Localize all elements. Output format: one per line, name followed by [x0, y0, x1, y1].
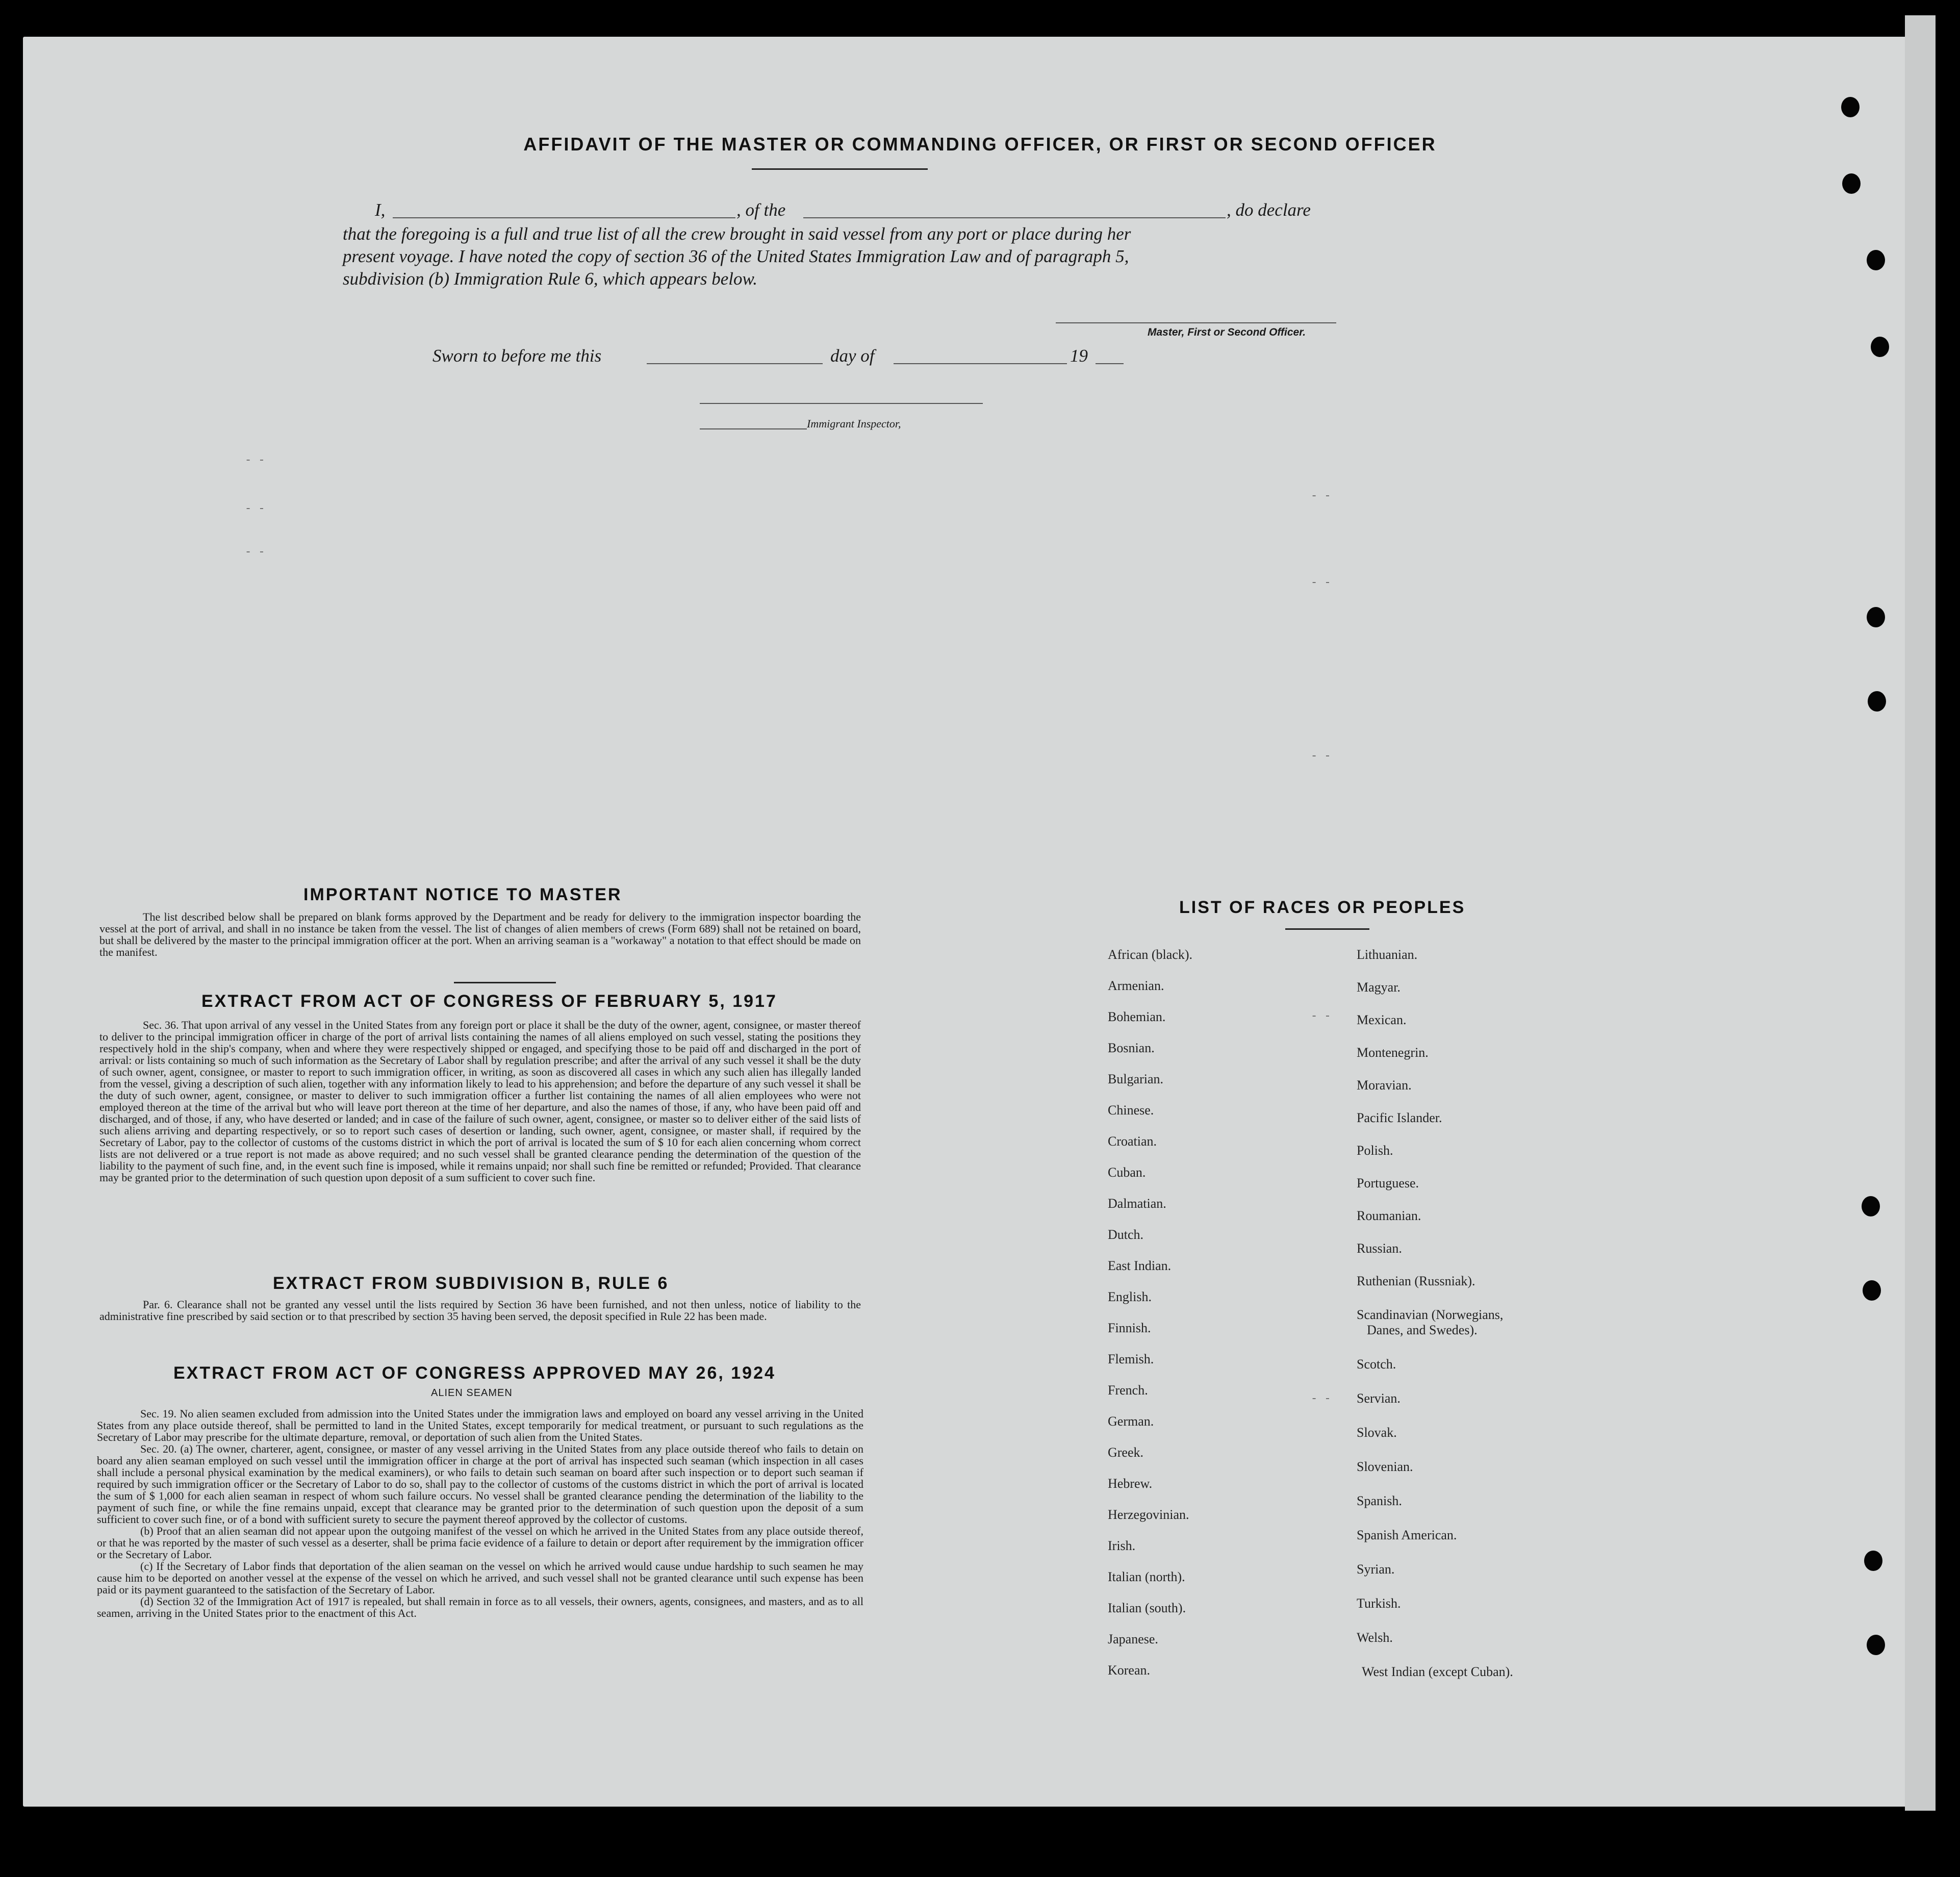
race-item: German. — [1108, 1414, 1154, 1429]
race-item: Spanish American. — [1357, 1528, 1457, 1542]
races-heading: LIST OF RACES OR PEOPLES — [1179, 898, 1466, 917]
race-item: Montenegrin. — [1357, 1045, 1429, 1060]
vessel-field-line — [803, 217, 1226, 218]
signature-line — [1056, 322, 1336, 323]
binder-hole — [1867, 1635, 1885, 1655]
race-item: Syrian. — [1357, 1562, 1395, 1577]
race-item: Hebrew. — [1108, 1476, 1153, 1491]
sheet-edge — [1905, 15, 1936, 1811]
sworn-day-line — [647, 363, 823, 364]
binder-hole — [1868, 691, 1886, 712]
affidavit-heading: AFFIDAVIT OF THE MASTER OR COMMANDING OFFICER, OR FIRST OR SECOND OFFICER — [523, 134, 1437, 155]
act-1924-heading: EXTRACT FROM ACT OF CONGRESS APPROVED MAY 26, 1924 — [173, 1363, 776, 1383]
inspector-signature-line — [700, 403, 983, 404]
affidavit-body-line: that the foregoing is a full and true list of all the crew brought in said vessel from any port or place during her — [343, 224, 1131, 244]
race-item: Slovak. — [1357, 1425, 1397, 1440]
race-item: Irish. — [1108, 1538, 1136, 1553]
act-1924-paragraph: Sec. 19. No alien seamen excluded from admission into the United States under the immigration laws and employed on board any vessel arriving in the United States from any place outside thereof, shall be permitted to land in the United States, except temporarily for medical treatment, or pursuant to such regulations as the Secretary of Labor may prescribe for the ultimate departure, removal, or deportation of such alien from the United States. — [97, 1407, 863, 1443]
year-line — [1096, 363, 1124, 364]
race-item: French. — [1108, 1383, 1148, 1398]
race-item: African (black). — [1108, 947, 1193, 962]
faint-mark: - - — [1311, 490, 1331, 502]
inspector-caption: Immigrant Inspector, — [807, 417, 901, 430]
day-of-label: day of — [830, 346, 875, 366]
race-item: Dalmatian. — [1108, 1196, 1166, 1211]
race-item: Lithuanian. — [1357, 947, 1418, 962]
inspector-short-line — [700, 428, 807, 429]
faint-mark: - - — [245, 546, 265, 559]
year-prefix: 19 — [1070, 346, 1088, 366]
faint-mark: - - — [1311, 1392, 1331, 1405]
race-item: Croatian. — [1108, 1134, 1157, 1149]
race-item: Finnish. — [1108, 1321, 1151, 1335]
affidavit-body-line: present voyage. I have noted the copy of section 36 of the United States Immigration Law and of paragraph 5, — [343, 246, 1129, 266]
race-item: English. — [1108, 1289, 1152, 1304]
binder-hole — [1864, 1551, 1882, 1571]
sworn-month-line — [894, 363, 1067, 364]
act-1924-text — [97, 1408, 863, 1619]
binder-hole — [1842, 173, 1861, 194]
sworn-label: Sworn to before me this — [432, 346, 602, 366]
race-item: Welsh. — [1357, 1630, 1393, 1645]
act-1924-paragraph: (c) If the Secretary of Labor finds that deportation of the alien seaman on the vessel on which he arrived would cause undue hardship to such seamen he may cause him to be deported on another vessel at the expense of the vessel on which he arrived, and such vessel shall not be granted clearance until such expense has been paid or its payment guaranteed to the satisfaction of the Secretary of Labor. — [97, 1560, 863, 1596]
race-item: Italian (north). — [1108, 1569, 1185, 1584]
race-item: Servian. — [1357, 1391, 1401, 1406]
affidavit-of-the: , of the — [736, 200, 786, 220]
notice-text: The list described below shall be prepared on blank forms approved by the Department and be ready for delivery to the immigration inspector boarding the vessel at the port of arrival, and shall in no instance be taken from the vessel. The list of changes of alien members of crews (Form 689) shall not be retained on board, but shall be delivered by the master to the principal immigration officer at the port. When an arriving seaman is a "workaway" a notation to that effect should be made on the manifest. — [99, 910, 861, 958]
race-item: Bosnian. — [1108, 1041, 1155, 1055]
binder-hole — [1863, 1280, 1881, 1301]
faint-mark: - - — [1311, 750, 1331, 763]
race-item: Korean. — [1108, 1663, 1151, 1678]
race-item: Roumanian. — [1357, 1208, 1421, 1223]
race-item: Polish. — [1357, 1143, 1393, 1158]
affidavit-do-declare: , do declare — [1227, 200, 1311, 220]
race-item: Herzegovinian. — [1108, 1507, 1189, 1522]
race-item: Armenian. — [1108, 978, 1164, 993]
faint-mark: - - — [1311, 1010, 1331, 1023]
race-item: Chinese. — [1108, 1103, 1154, 1118]
act-1924-paragraph: (b) Proof that an alien seaman did not appear upon the outgoing manifest of the vessel on which he arrived in the United States from any place outside thereof, or that he was reported by the master of such vessel as a deserter, shall be prima facie evidence of a failure to detain or deport after requirement by the immigration officer or the Secretary of Labor. — [97, 1525, 863, 1561]
race-item: East Indian. — [1108, 1258, 1172, 1273]
race-item: Danes, and Swedes). — [1367, 1323, 1478, 1337]
rule-6-text: Par. 6. Clearance shall not be granted any vessel until the lists required by Section 36 have been furnished, and not then unless, notice of liability to the administrative fine prescribed by said section or to that prescribed by section 35 having been served, the deposit specified in Rule 22 has been made. — [99, 1298, 861, 1323]
race-item: Japanese. — [1108, 1632, 1158, 1646]
binder-hole — [1871, 337, 1889, 357]
faint-mark: - - — [245, 502, 265, 515]
binder-hole — [1841, 97, 1860, 117]
race-item: Russian. — [1357, 1241, 1402, 1256]
race-item: Ruthenian (Russniak). — [1357, 1274, 1475, 1288]
act-1924-paragraph: Sec. 20. (a) The owner, charterer, agent, consignee, or master of any vessel arriving in the United States from any place outside thereof who fails to detain on board any alien seaman employed on such vessel until the immigration officer in charge at the port of arrival has inspected such seaman (which inspection in all cases shall include a personal physical examination by the medical examiners), or who fails to detain such seaman on board after such inspection or to deport such seaman if required by such immigration officer or the Secretary of Labor to do so, shall pay to the collector of customs of the customs district in which the port of arrival is located the sum of $ 1,000 for each alien seaman in respect of whom such failure occurs. No vessel shall be granted clearance pending the determination of the liability to the payment of such fine, or while the fine remains unpaid, except that clearance may be granted prior to the determination of such question upon the deposit of a sum sufficient to cover such fine, or of a bond with sufficient surety to secure the payment thereof approved by the collector of customs. — [97, 1442, 863, 1526]
races-heading-rule — [1285, 928, 1369, 930]
race-item: Turkish. — [1357, 1596, 1401, 1611]
binder-hole — [1867, 250, 1885, 270]
race-item: Cuban. — [1108, 1165, 1146, 1180]
affidavit-i-label: I, — [375, 200, 386, 220]
race-item: Scandinavian (Norwegians, — [1357, 1307, 1504, 1322]
notice-heading: IMPORTANT NOTICE TO MASTER — [303, 885, 622, 904]
race-item: Portuguese. — [1357, 1176, 1419, 1190]
race-item: Bohemian. — [1108, 1009, 1166, 1024]
affidavit-body-line: subdivision (b) Immigration Rule 6, which appears below. — [343, 269, 758, 289]
name-field-line — [393, 217, 735, 218]
race-item: West Indian (except Cuban). — [1362, 1664, 1513, 1679]
alien-seamen-subheading: ALIEN SEAMEN — [431, 1387, 513, 1399]
affidavit-body — [343, 223, 1337, 290]
race-item: Magyar. — [1357, 980, 1401, 995]
act-1924-paragraph: (d) Section 32 of the Immigration Act of 1917 is repealed, but shall remain in force as to all vessels, their owners, agents, consignees, and masters, and as to all seamen, arriving in the United States prior to the enactment of this Act. — [97, 1595, 863, 1619]
binder-hole — [1862, 1196, 1880, 1216]
race-item: Slovenian. — [1357, 1459, 1413, 1474]
race-item: Dutch. — [1108, 1227, 1144, 1242]
signature-caption: Master, First or Second Officer. — [1148, 326, 1306, 338]
race-item: Moravian. — [1357, 1078, 1412, 1093]
binder-hole — [1867, 607, 1885, 627]
race-item: Mexican. — [1357, 1012, 1407, 1027]
act-1917-text: Sec. 36. That upon arrival of any vessel in the United States from any foreign port or place it shall be the duty of the owner, agent, consignee, or master thereof to deliver to the principal immigration officer in charge of the port of arrival lists containing the names of all aliens employed on such vessel, stating the positions they respectively hold in the ship's company, when and where they were respectively shipped or engaged, and specifying those to be paid off and discharged in the port of arrival: or lists containing so much of such information as the Secretary of Labor shall by regulation prescribe; and after the arrival of any such vessel it shall be the duty of such owner, agent, consignee, or master to report to such immigration officer, in writing, as soon as discovered all cases in which any such alien has illegally landed from the vessel, giving a description of such alien, together with any information likely to lead to his apprehension; and before the departure of any such vessel it shall be the duty of such owner, agent, consignee, or master to deliver to such immigration officer a further list containing the names of all alien employees who were not employed thereon at the time of the arrival but who will leave port thereon at the time of her departure, and also the names of those, if any, who have been paid off and discharged, and of those, if any, who have deserted or landed; and in case of the failure of such owner, agent, consignee, or master so to deliver either of the said lists of such aliens arriving and departing respectively, or so to report such cases of desertion or landing, such owner, agent, consignee, or master shall, if required by the Secretary of Labor, pay to the collector of customs of the customs district in which the port of arrival is located the sum of $ 10 for each alien concerning whom correct lists are not delivered or a true report is not made as above required; and no such vessel shall be granted clearance pending the determination of the question of the liability to the payment of such fine, and, in the event such fine is imposed, while it remains unpaid; nor shall such fine be remitted or refunded; Provided. That clearance may be granted prior to the determination of such question upon deposit of a sum sufficient to cover such fine. — [99, 1019, 861, 1184]
faint-mark: - - — [245, 454, 265, 467]
race-item: Greek. — [1108, 1445, 1144, 1460]
race-item: Bulgarian. — [1108, 1072, 1164, 1086]
race-item: Spanish. — [1357, 1493, 1402, 1508]
act-1917-heading: EXTRACT FROM ACT OF CONGRESS OF FEBRUARY 5, 1917 — [201, 992, 777, 1011]
race-item: Pacific Islander. — [1357, 1110, 1442, 1125]
race-item: Flemish. — [1108, 1352, 1154, 1366]
heading-rule — [752, 168, 928, 170]
race-item: Italian (south). — [1108, 1601, 1186, 1615]
section-rule — [454, 982, 556, 983]
faint-mark: - - — [1311, 576, 1331, 589]
rule-6-heading: EXTRACT FROM SUBDIVISION B, RULE 6 — [273, 1274, 669, 1293]
race-item: Scotch. — [1357, 1357, 1396, 1372]
